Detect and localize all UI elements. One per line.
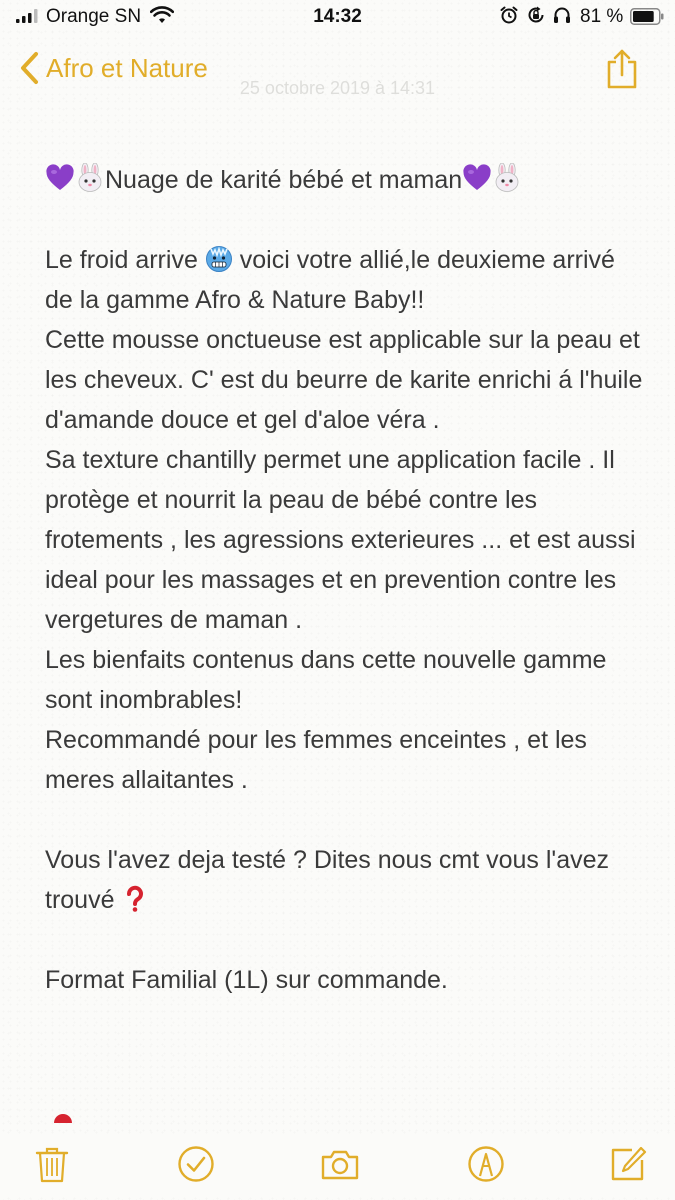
- note-text: Vous l'avez deja testé ? Dites nous cmt vous l'avez trouvé: [45, 846, 610, 914]
- share-icon[interactable]: [604, 48, 640, 90]
- cold-face-icon: [205, 245, 233, 273]
- note-paragraph: Format Familial (1L) sur commande.: [45, 966, 448, 994]
- note-date: 25 octobre 2019 à 14:31: [239, 78, 436, 98]
- note-text: Le froid arrive: [45, 246, 198, 274]
- purple-heart-icon: [45, 163, 75, 193]
- status-bar: [0, 0, 675, 34]
- red-question-mark-icon: [121, 885, 149, 913]
- alarm-clock-icon: [500, 6, 518, 24]
- note-paragraph: [45, 240, 645, 320]
- note-paragraph: Recommandé pour les femmes enceintes , et les meres allaitantes .: [45, 726, 587, 794]
- carrier-name: Orange SN: [46, 6, 142, 27]
- note-paragraph: [45, 840, 645, 920]
- rabbit-face-icon: [75, 163, 105, 193]
- checklist-icon[interactable]: [176, 1144, 216, 1184]
- battery-percentage: 81 %: [580, 6, 624, 27]
- note-title: Nuage de karité bébé et maman: [105, 166, 463, 194]
- compose-icon[interactable]: [608, 1144, 648, 1184]
- purple-heart-icon: [462, 163, 492, 193]
- note-body[interactable]: [45, 160, 645, 1000]
- markup-pen-icon[interactable]: [466, 1144, 506, 1184]
- note-text: voici votre allié,le deuxieme arrivé de la gamme Afro & Nature Baby!!: [45, 246, 615, 314]
- bottom-toolbar: [0, 1136, 675, 1196]
- battery-icon: [630, 8, 664, 25]
- rabbit-face-icon: [492, 163, 522, 193]
- status-time: 14:32: [313, 6, 362, 27]
- note-paragraph: Les bienfaits contenus dans cette nouvelle gamme sont inombrables!: [45, 646, 607, 714]
- navigation-bar: [0, 38, 675, 98]
- trash-icon[interactable]: [32, 1144, 72, 1184]
- note-title-line: [45, 160, 645, 200]
- rotation-lock-icon: [527, 6, 545, 24]
- partial-emoji-icon: [52, 1113, 74, 1123]
- note-paragraph: Sa texture chantilly permet une application facile . Il protège et nourrit la peau de bébé contre les frotements , les agressions exterieures ... et est aussi ideal pour les massages et en prevention contre les vergetures de maman .: [45, 446, 636, 634]
- note-paragraph: Cette mousse onctueuse est applicable sur la peau et les cheveux. C' est du beurre de karite enrichi á l'huile d'amande douce et gel d'aloe véra .: [45, 326, 643, 434]
- headphones-icon: [553, 6, 571, 24]
- back-button-label: Afro et Nature: [46, 52, 208, 83]
- camera-icon[interactable]: [320, 1144, 360, 1184]
